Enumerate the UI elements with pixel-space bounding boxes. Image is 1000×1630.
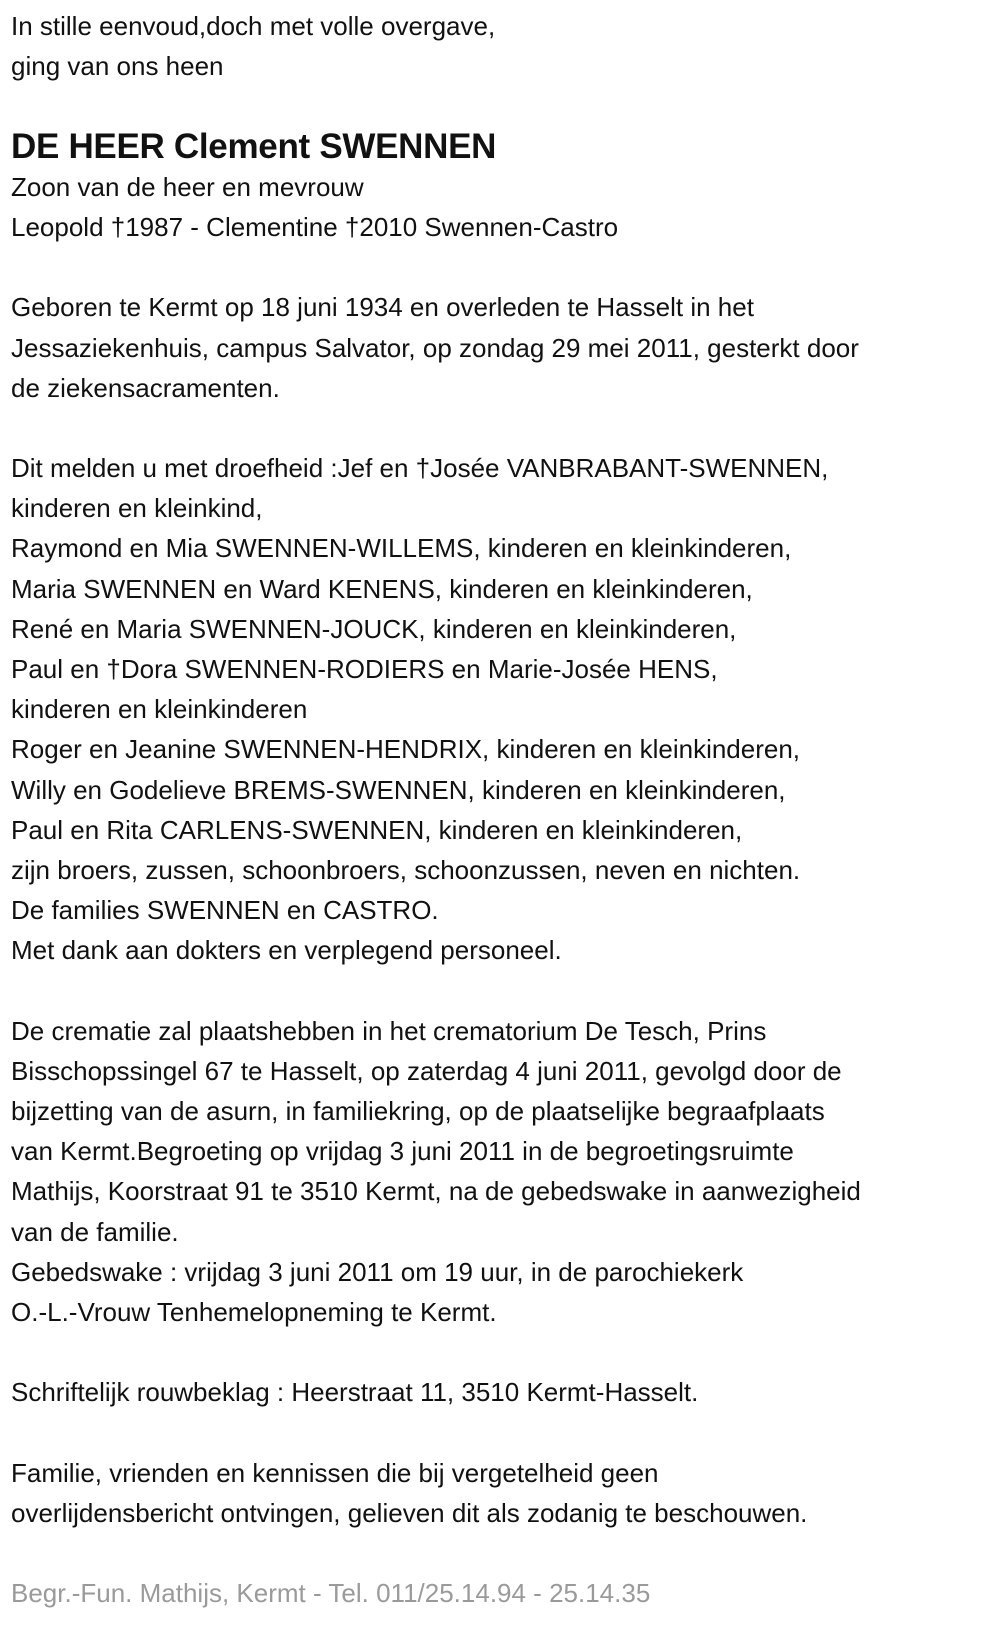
family-line: René en Maria SWENNEN-JOUCK, kinderen en kleinkinderen, [11,613,737,644]
ceremony-line: Bisschopssingel 67 te Hasselt, op zaterdag 4 juni 2011, gevolgd door de [11,1055,842,1086]
deceased-name: DE HEER Clement SWENNEN [11,126,497,166]
parents-line: Zoon van de heer en mevrouw [11,171,364,202]
ceremony-line: van Kermt.Begroeting op vrijdag 3 juni 2011 in de begroetingsruimte [11,1136,794,1167]
family-line: Paul en †Dora SWENNEN-RODIERS en Marie-Josée HENS, [11,654,718,684]
notice-line: overlijdensbericht ontvingen, gelieven dit als zodanig te beschouwen. [11,1497,808,1528]
obituary-document [11,6,996,1614]
family-line: kinderen en kleinkinderen [11,694,308,725]
ceremony-line: bijzetting van de asurn, in familiekring, op de plaatselijke begraafplaats [11,1096,825,1127]
ceremony-line: O.-L.-Vrouw Tenhemelopneming te Kermt. [11,1297,497,1327]
ceremony-line: Mathijs, Koorstraat 91 te 3510 Kermt, na de gebedswake in aanwezigheid [11,1176,861,1207]
ceremony-line: van de familie. [11,1216,179,1247]
family-line: Maria SWENNEN en Ward KENENS, kinderen en kleinkinderen, [11,573,753,604]
ceremony-line: De crematie zal plaatshebben in het crematorium De Tesch, Prins [11,1015,767,1046]
ceremony-line: Gebedswake : vrijdag 3 juni 2011 om 19 uur, in de parochiekerk [11,1256,744,1287]
funeral-home-footer: Begr.-Fun. Mathijs, Kermt - Tel. 011/25.14.94 - 25.14.35 [11,1578,651,1609]
intro-line: ging van ons heen [11,51,224,82]
intro-line: In stille eenvoud,doch met volle overgave, [11,11,496,41]
birth-death-line: Jessaziekenhuis, campus Salvator, op zondag 29 mei 2011, gesterkt door [11,332,859,363]
family-line: Raymond en Mia SWENNEN-WILLEMS, kinderen en kleinkinderen, [11,533,792,564]
family-line: Paul en Rita CARLENS-SWENNEN, kinderen en kleinkinderen, [11,814,743,845]
family-line: Met dank aan dokters en verplegend personeel. [11,935,562,966]
notice-line: Familie, vrienden en kennissen die bij vergetelheid geen [11,1457,659,1488]
family-line: kinderen en kleinkind, [11,493,263,524]
parents-line: Leopold †1987 - Clementine †2010 Swennen-Castro [11,211,619,242]
family-line: Roger en Jeanine SWENNEN-HENDRIX, kinderen en kleinkinderen, [11,734,801,765]
family-line: Dit melden u met droefheid :Jef en †Josée VANBRABANT-SWENNEN, [11,453,829,484]
condolence-address: Schriftelijk rouwbeklag : Heerstraat 11, 3510 Kermt-Hasselt. [11,1377,699,1408]
family-line: Willy en Godelieve BREMS-SWENNEN, kinderen en kleinkinderen, [11,774,786,805]
birth-death-line: de ziekensacramenten. [11,372,280,403]
family-line: De families SWENNEN en CASTRO. [11,895,439,926]
family-line: zijn broers, zussen, schoonbroers, schoonzussen, neven en nichten. [11,854,801,885]
birth-death-line: Geboren te Kermt op 18 juni 1934 en overleden te Hasselt in het [11,292,754,323]
